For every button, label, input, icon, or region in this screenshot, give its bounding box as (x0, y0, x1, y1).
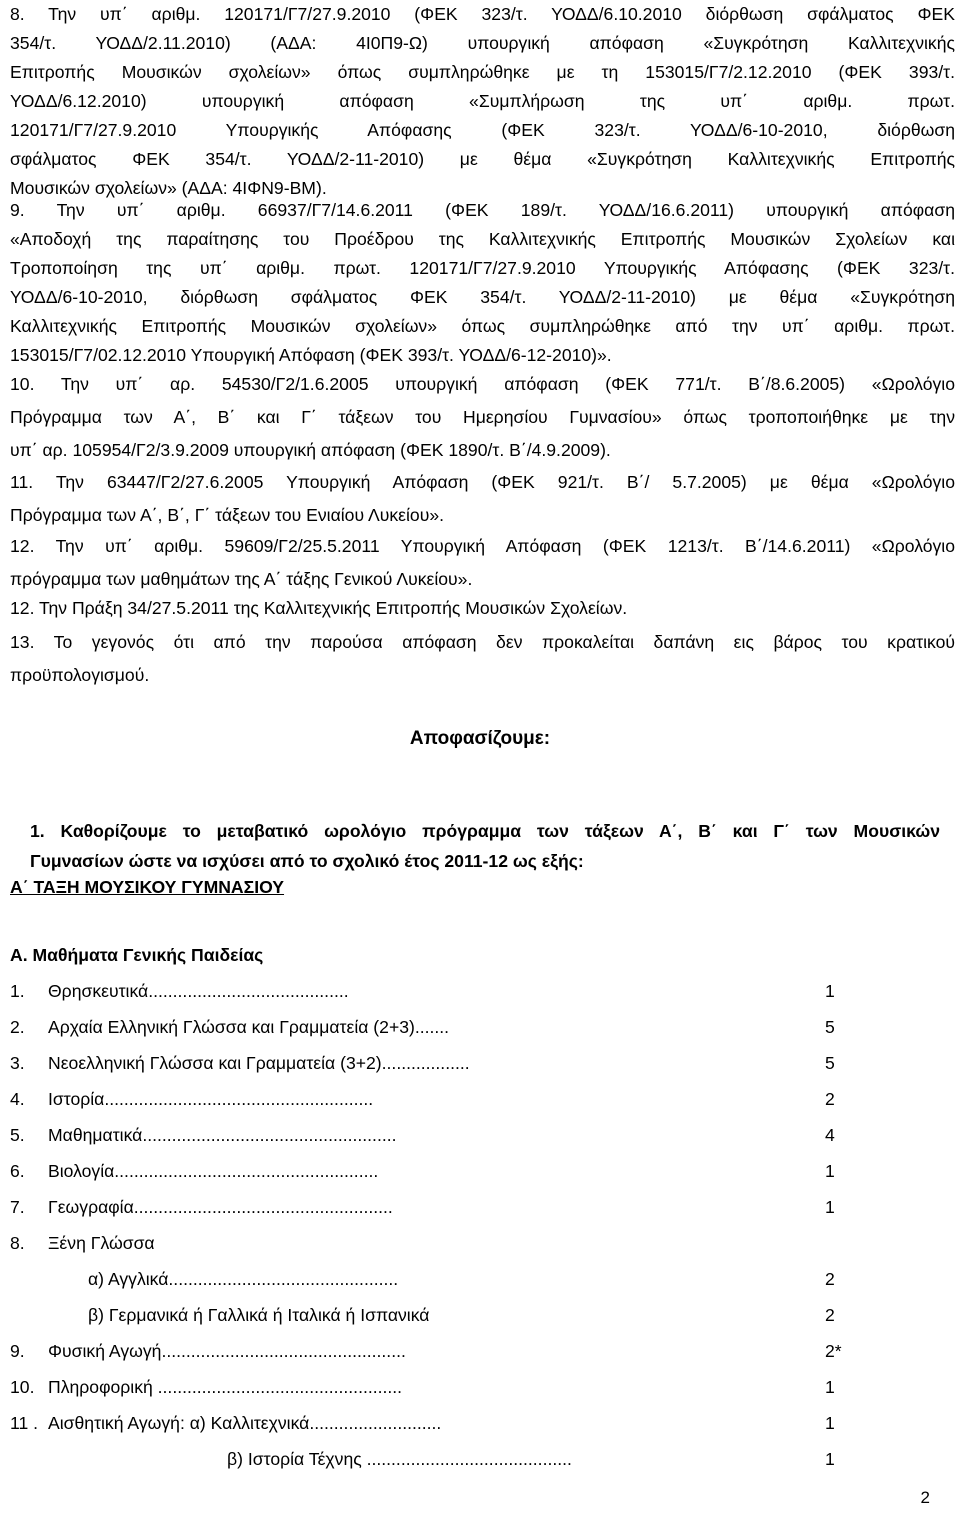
course-label: Φυσική Αγωγή.................................................. (48, 1341, 406, 1361)
course-label: Αισθητική Αγωγή: α) Καλλιτεχνικά........................... (48, 1413, 442, 1433)
text-line: 153015/Γ7/02.12.2010 Υπουργική Απόφαση (ΦΕΚ 393/τ. ΥΟΔΔ/6-12-2010)». (10, 345, 612, 365)
paragraph-11 (10, 466, 955, 532)
course-hours: 2 (825, 1269, 835, 1289)
text-line: Πρόγραμμα των Α΄, Β΄ και Γ΄ τάξεων του Ημερησίου Γυμνασίου» όπως τροποποιήθηκε με την (10, 407, 955, 427)
course-number: 8. (10, 1233, 25, 1253)
course-number: 4. (10, 1089, 25, 1109)
text-line: 8. Την υπ΄ αριθμ. 120171/Γ7/27.9.2010 (ΦΕΚ 323/τ. ΥΟΔΔ/6.10.2010 διόρθωση σφάλματος ΦΕΚ (10, 4, 955, 24)
class-heading: Α΄ ΤΑΞΗ ΜΟΥΣΙΚΟΥ ΓΥΜΝΑΣΙΟΥ (10, 877, 285, 897)
decision-heading: Αποφασίζουμε: (409, 728, 551, 749)
course-hours: 1 (825, 1161, 835, 1181)
course-hours: 2* (825, 1341, 842, 1361)
text-line: 9. Την υπ΄ αριθμ. 66937/Γ7/14.6.2011 (ΦΕΚ 189/τ. ΥΟΔΔ/16.6.2011) υπουργική απόφαση (10, 200, 955, 220)
course-hours: 2 (825, 1305, 835, 1325)
course-hours: 1 (825, 1413, 835, 1433)
course-label: Βιολογία...................................................... (48, 1161, 379, 1181)
course-label: Αρχαία Ελληνική Γλώσσα και Γραμματεία (2+3)....... (48, 1017, 450, 1037)
text-line: Επιτροπής Μουσικών σχολείων» όπως συμπληρώθηκε με τη 153015/Γ7/2.12.2010 (ΦΕΚ 393/τ. (10, 62, 955, 82)
course-hours: 5 (825, 1053, 835, 1073)
text-line: υπ΄ αρ. 105954/Γ2/3.9.2009 υπουργική απόφαση (ΦΕΚ 1890/τ. Β΄/4.9.2009). (10, 440, 611, 460)
text-line: 120171/Γ7/27.9.2010 Υπουργικής Απόφασης (ΦΕΚ 323/τ. ΥΟΔΔ/6-10-2010, διόρθωση (10, 120, 955, 140)
decision-1 (30, 816, 940, 876)
text-line: «Αποδοχή της παραίτησης του Προέδρου της Καλλιτεχνικής Επιτροπής Μουσικών Σχολείων και (10, 229, 955, 249)
text-line: Τροποποίηση της υπ΄ αριθμ. πρωτ. 120171/Γ7/27.9.2010 Υπουργικής Απόφασης (ΦΕΚ 323/τ. (10, 258, 955, 278)
paragraph-12b (10, 594, 955, 623)
course-hours: 1 (825, 1197, 835, 1217)
course-number: 9. (10, 1341, 25, 1361)
paragraph-10 (10, 368, 955, 467)
course-label: Γεωγραφία..................................................... (48, 1197, 393, 1217)
course-number: 5. (10, 1125, 25, 1145)
course-label: Μαθηματικά.................................................... (48, 1125, 397, 1145)
course-number: 2. (10, 1017, 25, 1037)
paragraph-9 (10, 196, 955, 370)
text-line: πρόγραμμα των μαθημάτων της Α΄ τάξης Γενικού Λυκείου». (10, 569, 473, 589)
page-number: 2 (920, 1488, 930, 1507)
paragraph-12a (10, 530, 955, 596)
text-line: 12. Την υπ΄ αριθμ. 59609/Γ2/25.5.2011 Υπουργική Απόφαση (ΦΕΚ 1213/τ. Β΄/14.6.2011) «Ωρολόγιο (10, 536, 955, 556)
course-number: 10. (10, 1377, 35, 1397)
course-label: Νεοελληνική Γλώσσα και Γραμματεία (3+2).................. (48, 1053, 470, 1073)
course-label: α) Αγγλικά............................................... (88, 1269, 399, 1289)
paragraph-8 (10, 0, 955, 203)
course-hours: 1 (825, 981, 835, 1001)
text-line: ΥΟΔΔ/6-10-2010, διόρθωση σφάλματος ΦΕΚ 354/τ. ΥΟΔΔ/2-11-2010) με θέμα «Συγκρότηση (10, 287, 955, 307)
course-number: 3. (10, 1053, 25, 1073)
section-heading: Α. Μαθήματα Γενικής Παιδείας (10, 945, 264, 965)
text-line: προϋπολογισμού. (10, 665, 150, 685)
course-label: β) Ιστορία Τέχνης .......................................... (227, 1449, 572, 1469)
text-line: Καλλιτεχνικής Επιτροπής Μουσικών σχολείων» όπως συμπληρώθηκε από την υπ΄ αριθμ. πρωτ. (10, 316, 955, 336)
course-label: Ιστορία....................................................... (48, 1089, 374, 1109)
course-hours: 4 (825, 1125, 835, 1145)
text-line: Γυμνασίων ώστε να ισχύσει από το σχολικό έτος 2011-12 ως εξής: (30, 851, 584, 871)
text-line: 1. Καθορίζουμε το μεταβατικό ωρολόγιο πρόγραμμα των τάξεων Α΄, Β΄ και Γ΄ των Μουσικών (30, 821, 940, 841)
text-line: σφάλματος ΦΕΚ 354/τ. ΥΟΔΔ/2-11-2010) με θέμα «Συγκρότηση Καλλιτεχνικής Επιτροπής (10, 149, 955, 169)
text-line: 13. Το γεγονός ότι από την παρούσα απόφαση δεν προκαλείται δαπάνη εις βάρος του κρατικού (10, 632, 955, 652)
course-hours: 1 (825, 1449, 835, 1469)
text-line: Πρόγραμμα των Α΄, Β΄, Γ΄ τάξεων του Ενιαίου Λυκείου». (10, 505, 444, 525)
course-label: Θρησκευτικά......................................... (48, 981, 349, 1001)
course-number: 6. (10, 1161, 25, 1181)
course-label: β) Γερμανικά ή Γαλλικά ή Ιταλικά ή Ισπανικά (88, 1305, 430, 1325)
course-number: 11 . (10, 1413, 39, 1433)
text-line: 12. Την Πράξη 34/27.5.2011 της Καλλιτεχνικής Επιτροπής Μουσικών Σχολείων. (10, 598, 628, 618)
text-line: 354/τ. ΥΟΔΔ/2.11.2010) (ΑΔΑ: 4Ι0Π9-Ω) υπουργική απόφαση «Συγκρότηση Καλλιτεχνικής (10, 33, 955, 53)
text-line: 10. Την υπ΄ αρ. 54530/Γ2/1.6.2005 υπουργική απόφαση (ΦΕΚ 771/τ. Β΄/8.6.2005) «Ωρολόγιο (10, 374, 955, 394)
course-hours: 5 (825, 1017, 835, 1037)
course-number: 7. (10, 1197, 25, 1217)
course-number: 1. (10, 981, 25, 1001)
text-line: 11. Την 63447/Γ2/27.6.2005 Υπουργική Απόφαση (ΦΕΚ 921/τ. Β΄/ 5.7.2005) με θέμα «Ωρολόγιο (10, 472, 955, 492)
paragraph-13 (10, 626, 955, 692)
course-label: Πληροφορική .................................................. (48, 1377, 403, 1397)
course-label: Ξένη Γλώσσα (48, 1233, 155, 1253)
course-hours: 1 (825, 1377, 835, 1397)
course-hours: 2 (825, 1089, 835, 1109)
text-line: ΥΟΔΔ/6.12.2010) υπουργική απόφαση «Συμπλήρωση της υπ΄ αριθμ. πρωτ. (10, 91, 955, 111)
text-line: Μουσικών σχολείων» (ΑΔΑ: 4ΙΦΝ9-ΒΜ). (10, 178, 327, 198)
